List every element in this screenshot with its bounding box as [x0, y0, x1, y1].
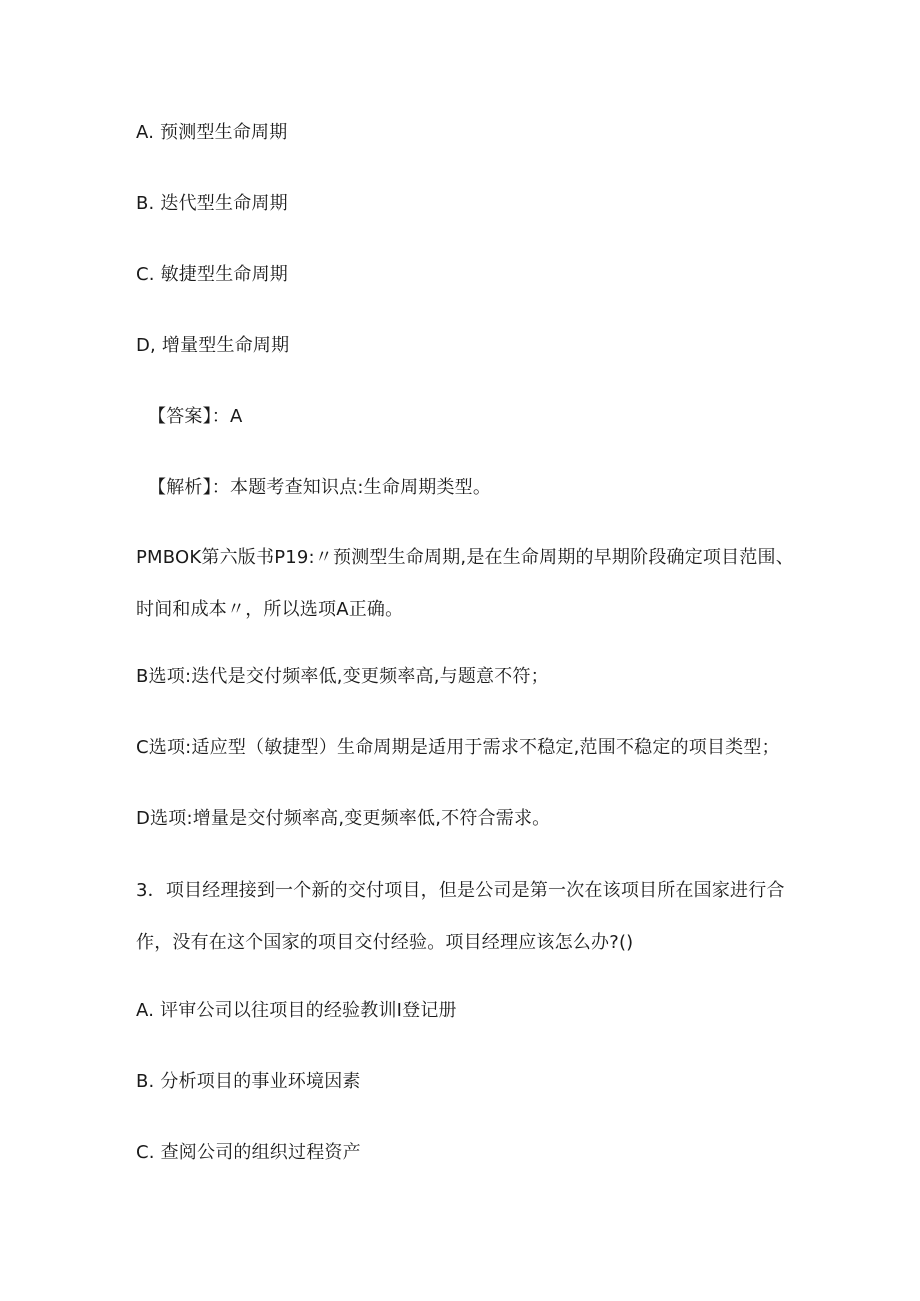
- analysis-line: 【解析】：本题考查知识点:生命周期类型。: [148, 477, 492, 498]
- option-d: D, 增量型生命周期: [136, 335, 290, 356]
- explanation-option-c: C选项:适应型（敏捷型）生命周期是适用于需求不稳定,范围不稳定的项目类型；: [136, 737, 780, 758]
- answer-line: 【答案】：A: [148, 406, 243, 427]
- option-a: A. 预测型生命周期: [136, 122, 288, 143]
- option-c: C. 敏捷型生命周期: [136, 264, 289, 285]
- q3-option-a: A. 评审公司以往项目的经验教训I登记册: [136, 1000, 457, 1021]
- explanation-option-b: B选项:迭代是交付频率低,变更频率高,与题意不符；: [136, 666, 549, 687]
- option-b: B. 迭代型生命周期: [136, 193, 288, 214]
- question-3-stem: 3．项目经理接到一个新的交付项目，但是公司是第一次在该项目所在国家进行合作，没有在这个国家的项目交付经验。项目经理应该怎么办?(): [136, 880, 785, 953]
- explanation-option-d: D选项:增量是交付频率高,变更频率低,不符合需求。: [136, 808, 551, 829]
- q3-option-c: C. 查阅公司的组织过程资产: [136, 1142, 361, 1163]
- q3-option-b: B. 分析项目的事业环境因素: [136, 1071, 361, 1092]
- pmbok-quote-paragraph: PMBOK第六版书P19:〃预测型生命周期,是在生命周期的早期阶段确定项目范围、时间和成本〃，所以选项A正确。: [136, 547, 794, 620]
